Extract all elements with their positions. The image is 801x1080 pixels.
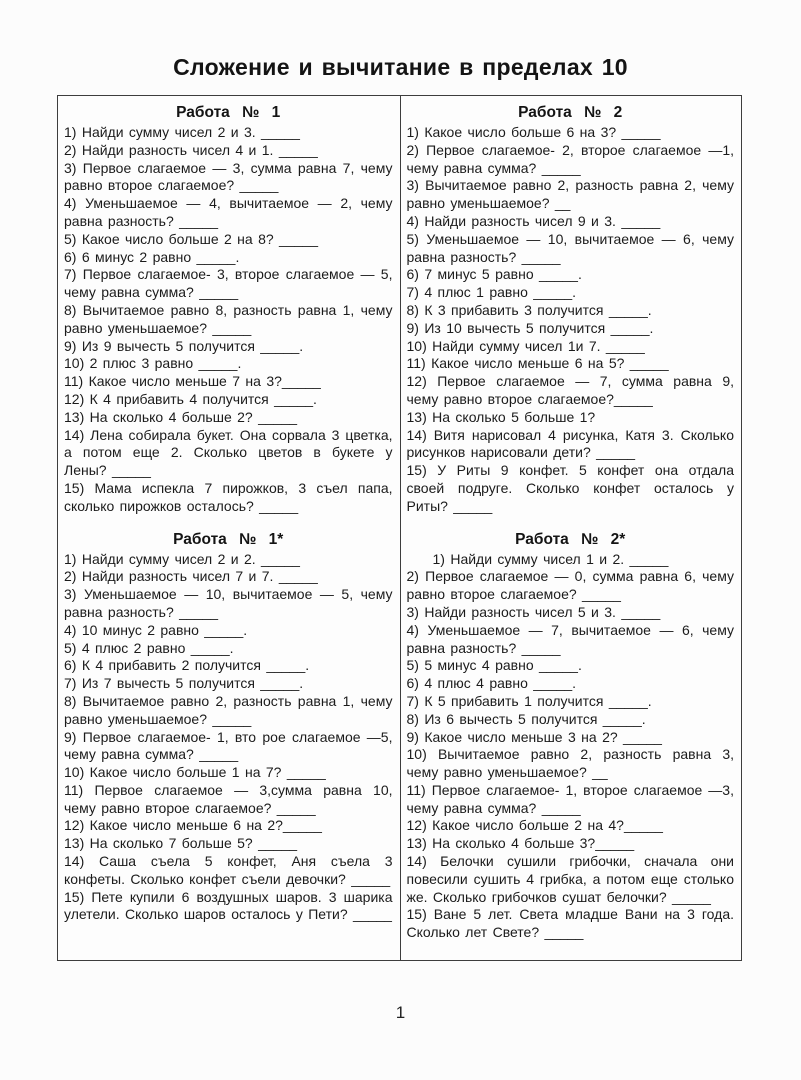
exercise-item: 7) К 5 прибавить 1 получится _____. (406, 692, 652, 709)
section-title-rabota-1: Работа № 1 (176, 104, 281, 121)
exercise-item: 12) Какое число больше 2 на 4?_____ (406, 817, 663, 834)
section-rabota-1-star (64, 531, 393, 925)
exercise-item: 6) 7 минус 5 равно _____. (406, 266, 582, 283)
exercise-item: 5) Какое число больше 2 на 8? _____ (64, 230, 318, 247)
exercise-list-rabota-1 (64, 124, 393, 516)
exercise-item: 6) К 4 прибавить 2 получится _____. (64, 657, 310, 674)
exercise-item: 13) На сколько 4 больше 3?_____ (406, 835, 635, 852)
exercise-item: 4) Найди разность чисел 9 и 3. _____ (406, 212, 661, 229)
exercise-item: 8) Вычитаемое равно 8, разность равна 1, чему равно уменьшаемое? _____ (64, 301, 393, 336)
exercise-item: 11) Какое число меньше 7 на 3?_____ (64, 373, 321, 390)
exercise-item: 2) Найди разность чисел 4 и 1. _____ (64, 141, 318, 158)
exercise-item: 10) Вычитаемое равно 2, разность равна 3, чему равно уменьшаемое? __ (406, 746, 734, 781)
section-title-rabota-2-star: Работа № 2* (515, 530, 626, 548)
section-title-rabota-1-star: Работа № 1* (173, 530, 284, 548)
exercise-item: 12) К 4 прибавить 4 получится _____. (64, 390, 317, 407)
exercise-list-rabota-2 (407, 124, 735, 516)
exercise-item: 8) К 3 прибавить 3 получится _____. (406, 301, 652, 318)
exercise-item: 3) Первое слагаемое — 3, сумма равна 7, чему равно второе слагаемое? _____ (64, 159, 393, 194)
worksheet-table (57, 95, 742, 961)
exercise-item: 9) Из 9 вычесть 5 получится _____. (64, 337, 304, 354)
exercise-item: 14) Лена собирала букет. Она сорвала 3 цветка, а потом еще 2. Сколько цветов в букете у Лены? _____ (64, 426, 393, 479)
exercise-item: 11) Первое слагаемое- 1, второе слагаемое —3, чему равна сумма? _____ (406, 781, 734, 816)
exercise-list-rabota-2-star (407, 551, 735, 943)
exercise-item: 4) Уменьшаемое — 4, вычитаемое — 2, чему равна разность? _____ (64, 195, 393, 229)
exercise-item: 3) Уменьшаемое — 10, вычитаемое — 5, чему равна разность? _____ (64, 586, 393, 620)
exercise-item: 8) Вычитаемое равно 2, разность равна 1, чему равно уменьшаемое? _____ (64, 692, 393, 727)
exercise-item: 5) Уменьшаемое — 10, вычитаемое — 6, чему равна разность? _____ (406, 230, 734, 265)
exercise-item: 4) Уменьшаемое — 7, вычитаемое — 6, чему равна разность? _____ (406, 621, 734, 656)
exercise-item: 14) Белочки сушили грибочки, сначала они повесили сушить 4 грибка, а потом еще столько же. Сколько грибочков сушат белочки? _____ (406, 853, 734, 905)
worksheet-column-right (400, 96, 742, 960)
exercise-item: 11) Первое слагаемое — 3,сумма равна 10, чему равно второе слагаемое? _____ (64, 781, 393, 816)
exercise-item: 1) Найди сумму чисел 2 и 3. _____ (64, 124, 300, 140)
exercise-item: 1) Найди сумму чисел 2 и 2. _____ (64, 550, 300, 567)
exercise-item: 1) Какое число больше 6 на 3? _____ (406, 124, 661, 140)
worksheet-column-left (58, 96, 400, 960)
exercise-item: 14) Витя нарисовал 4 рисунка, Катя 3. Сколько рисунков нарисовали дети? _____ (406, 426, 734, 461)
exercise-item: 7) 4 плюс 1 равно _____. (406, 284, 577, 301)
page-number: 1 (395, 1003, 406, 1022)
exercise-item: 10) Найди сумму чисел 1и 7. _____ (406, 337, 645, 354)
exercise-item: 10) 2 плюс 3 равно _____. (64, 355, 242, 372)
exercise-item: 9) Какое число меньше 3 на 2? _____ (406, 728, 662, 745)
section-rabota-1 (64, 104, 393, 516)
section-title-rabota-2: Работа № 2 (518, 104, 623, 121)
exercise-item: 4) 10 минус 2 равно _____. (64, 621, 248, 638)
exercise-item: 2) Первое слагаемое — 0, сумма равна 6, чему равно второе слагаемое? _____ (406, 568, 734, 603)
exercise-item: 13) На сколько 4 больше 2? _____ (64, 408, 298, 425)
exercise-item: 8) Из 6 вычесть 5 получится _____. (406, 710, 646, 727)
exercise-item: 2) Первое слагаемое- 2, второе слагаемое —1, чему равна сумма? _____ (406, 141, 734, 176)
exercise-item: 5) 4 плюс 2 равно _____. (64, 639, 234, 656)
exercise-item: 7) Из 7 вычесть 5 получится _____. (64, 675, 304, 692)
exercise-item: 15) У Риты 9 конфет. 5 конфет она отдала своей подруге. Сколько конфет осталось у Риты? _____ (406, 462, 734, 514)
exercise-item: 9) Из 10 вычесть 5 получится _____. (406, 319, 654, 336)
exercise-item: 2) Найди разность чисел 7 и 7. _____ (64, 568, 318, 585)
exercise-list-rabota-1-star (64, 551, 393, 925)
exercise-item: 15) Ване 5 лет. Света младше Вани на 3 года. Сколько лет Свете? _____ (406, 906, 734, 941)
exercise-item: 11) Какое число меньше 6 на 5? _____ (406, 355, 669, 372)
exercise-item: 15) Мама испекла 7 пирожков, 3 съел папа, сколько пирожков осталось? _____ (64, 479, 393, 514)
exercise-item: 5) 5 минус 4 равно _____. (406, 657, 582, 674)
exercise-item: 9) Первое слагаемое- 1, вто рое слагаемое —5, чему равна сумма? _____ (64, 728, 393, 763)
exercise-item: 3) Найди разность чисел 5 и 3. _____ (406, 603, 661, 620)
exercise-item: 12) Первое слагаемое — 7, сумма равна 9, чему равно второе слагаемое?_____ (406, 373, 734, 407)
section-rabota-2 (407, 104, 735, 516)
exercise-item: 13) На сколько 7 больше 5? _____ (64, 835, 298, 852)
exercise-item: 13) На сколько 5 больше 1? (406, 408, 596, 425)
exercise-item: 15) Пете купили 6 воздушных шаров. 3 шарика улетели. Сколько шаров осталось у Пети? _____ (64, 888, 393, 923)
exercise-item: 7) Первое слагаемое- 3, второе слагаемое — 5, чему равна сумма? _____ (64, 266, 393, 301)
section-rabota-2-star (407, 531, 735, 943)
exercise-item: 3) Вычитаемое равно 2, разность равна 2, чему равно уменьшаемое? __ (406, 177, 734, 212)
exercise-item: 10) Какое число больше 1 на 7? _____ (64, 764, 326, 781)
exercise-item: 14) Саша съела 5 конфет, Аня съела 3 конфеты. Сколько конфет съели девочки? _____ (64, 853, 393, 887)
exercise-item: 6) 4 плюс 4 равно _____. (406, 675, 577, 692)
exercise-item: 1) Найди сумму чисел 1 и 2. _____ (432, 550, 669, 567)
exercise-item: 12) Какое число меньше 6 на 2?_____ (64, 817, 322, 834)
exercise-item: 6) 6 минус 2 равно _____. (64, 248, 240, 265)
page-title: Сложение и вычитание в пределах 10 (173, 54, 628, 80)
